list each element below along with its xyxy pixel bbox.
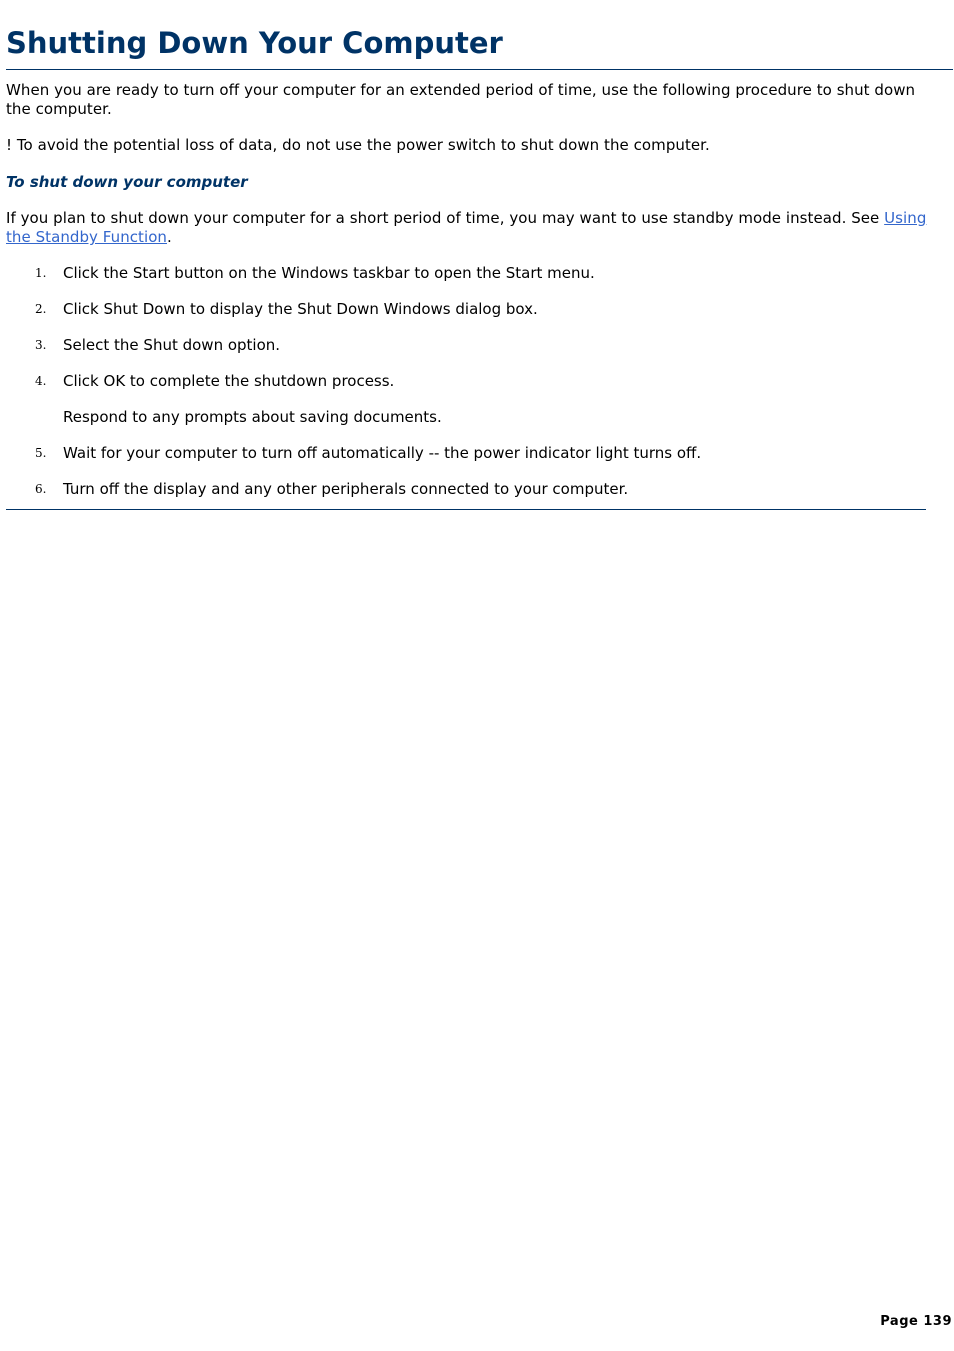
- page-number: Page 139: [880, 1314, 952, 1329]
- step-number: 5.: [35, 446, 47, 460]
- step-number: 1.: [35, 266, 47, 280]
- step-text: Select the Shut down option.: [63, 336, 281, 354]
- step-text: Turn off the display and any other peripherals connected to your computer.: [63, 480, 629, 498]
- step-number: 2.: [35, 302, 47, 316]
- section-end-divider: [6, 509, 926, 510]
- step-text: Click OK to complete the shutdown process.: [63, 372, 395, 390]
- procedure-heading: To shut down your computer: [6, 173, 248, 191]
- standby-paragraph: [6, 209, 946, 247]
- standby-function-link[interactable]: Using the Standby Function: [6, 209, 927, 246]
- title-divider: [6, 69, 953, 70]
- page-title: Shutting Down Your Computer: [6, 26, 503, 60]
- standby-text: If you plan to shut down your computer for a short period of time, you may want to use standby mode instead. See: [6, 209, 885, 227]
- step-text: Click Shut Down to display the Shut Down Windows dialog box.: [63, 300, 538, 318]
- step-text: Wait for your computer to turn off automatically -- the power indicator light turns off.: [63, 444, 702, 462]
- intro-paragraph: When you are ready to turn off your computer for an extended period of time, use the following procedure to shut down the computer.: [6, 81, 916, 118]
- step-text: Click the Start button on the Windows taskbar to open the Start menu.: [63, 264, 595, 282]
- step-number: 4.: [35, 374, 47, 388]
- standby-suffix: .: [166, 228, 172, 246]
- step-number: 3.: [35, 338, 47, 352]
- step-number: 6.: [35, 482, 47, 496]
- warning-paragraph: ! To avoid the potential loss of data, do not use the power switch to shut down the computer.: [6, 136, 710, 154]
- step-note: Respond to any prompts about saving documents.: [63, 408, 442, 426]
